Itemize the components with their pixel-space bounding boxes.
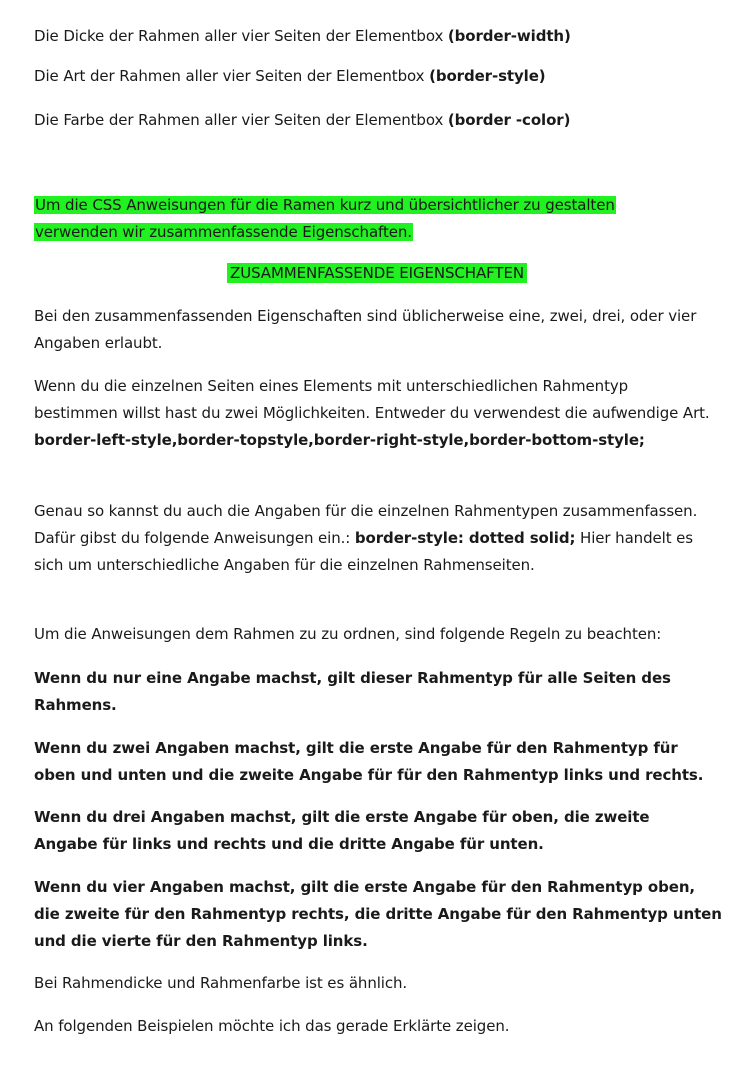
- border-color-line: [34, 107, 724, 134]
- combine-paragraph: [34, 498, 714, 579]
- section-heading-text: ZUSAMMENFASSENDE EIGENSCHAFTEN: [227, 263, 527, 283]
- highlight-intro-text: Um die CSS Anweisungen für die Ramen kurz und übersichtlicher zu gestalten verwenden wir zusammenfassende Eigenschaften.: [35, 196, 615, 241]
- border-color-keyword: (border -color): [447, 111, 571, 129]
- border-color-text: Die Farbe der Rahmen aller vier Seiten der Elementbox: [34, 111, 448, 129]
- rule-three-angaben: Wenn du drei Angaben machst, gilt die erste Angabe für oben, die zweite Angabe für links und rechts und die dritte Angabe für unten.: [34, 808, 650, 853]
- combine-tail: Hier handelt es sich um unterschiedliche Angaben für die einzelnen Rahmenseiten.: [34, 529, 693, 574]
- border-style-line: [34, 63, 724, 90]
- border-style-keyword: (border-style): [429, 67, 546, 85]
- combine-text: Genau so kannst du auch die Angaben für die einzelnen Rahmentypen zusammenfassen. Dafür gibst du folgende Anweisungen ein.:: [34, 502, 698, 547]
- section-heading: [0, 260, 754, 287]
- rules-intro-paragraph: Um die Anweisungen dem Rahmen zu zu ordnen, sind folgende Regeln zu beachten:: [34, 625, 662, 643]
- rule-one-angabe: Wenn du nur eine Angabe machst, gilt dieser Rahmentyp für alle Seiten des Rahmens.: [34, 669, 671, 714]
- border-width-text: Die Dicke der Rahmen aller vier Seiten der Elementbox: [34, 27, 448, 45]
- combine-keywords: border-style: dotted solid;: [354, 529, 576, 547]
- border-style-text: Die Art der Rahmen aller vier Seiten der Elementbox: [34, 67, 430, 85]
- options-keywords: border-left-style,border-topstyle,border-right-style,border-bottom-style;: [34, 431, 645, 449]
- rule-four-angaben: Wenn du vier Angaben machst, gilt die erste Angabe für den Rahmentyp oben, die zweite für den Rahmentyp rechts, die dritte Angabe für den Rahmentyp unten und die vierte für den Rahmentyp links.: [34, 878, 722, 950]
- examples-paragraph: An folgenden Beispielen möchte ich das gerade Erklärte zeigen.: [34, 1017, 510, 1035]
- border-width-line: [34, 23, 724, 50]
- highlight-intro-paragraph: [34, 192, 674, 246]
- rule-two-angaben: Wenn du zwei Angaben machst, gilt die erste Angabe für den Rahmentyp für oben und unten und die zweite Angabe für für den Rahmentyp links und rechts.: [34, 739, 704, 784]
- border-width-keyword: (border-width): [447, 27, 571, 45]
- allowed-paragraph: Bei den zusammenfassenden Eigenschaften sind üblicherweise eine, zwei, drei, oder vier Angaben erlaubt.: [34, 307, 697, 352]
- similar-paragraph: Bei Rahmendicke und Rahmenfarbe ist es ähnlich.: [34, 974, 408, 992]
- options-text: Wenn du die einzelnen Seiten eines Elements mit unterschiedlichen Rahmentyp bestimmen willst hast du zwei Möglichkeiten. Entweder du verwendest die aufwendige Art.: [34, 377, 710, 422]
- options-paragraph: [34, 373, 714, 454]
